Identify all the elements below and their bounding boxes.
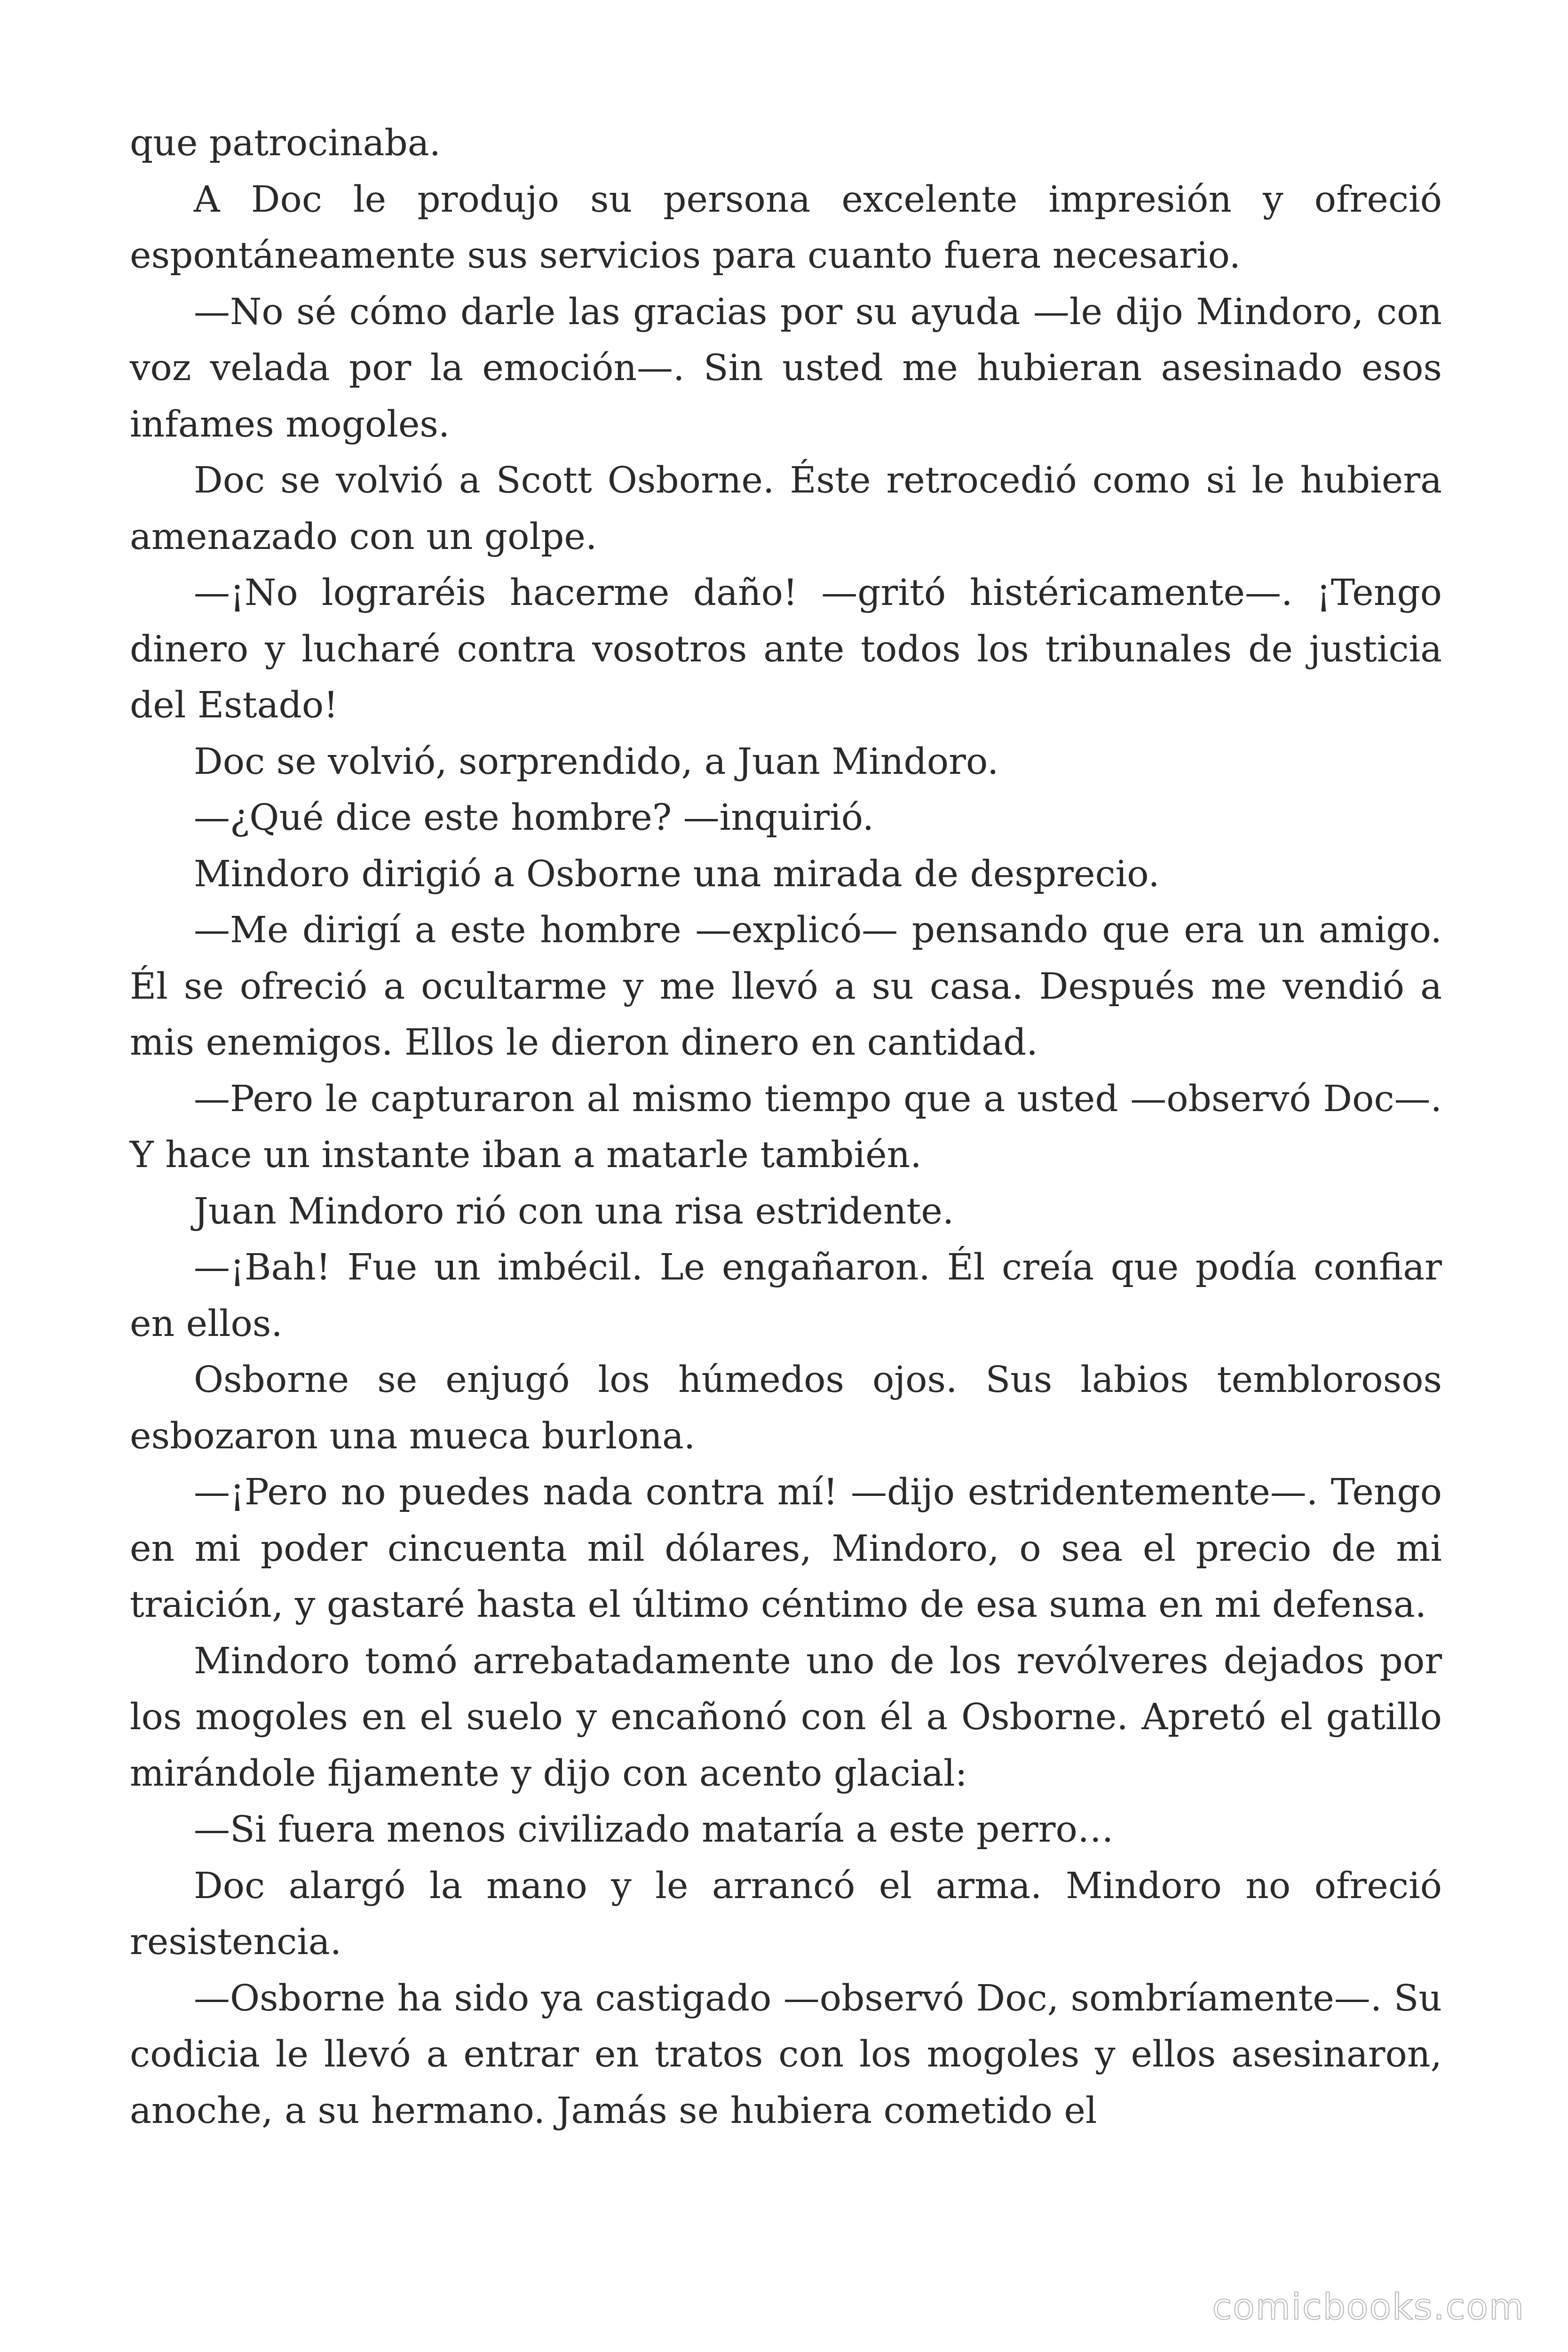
paragraph: —¡Bah! Fue un imbécil. Le engañaron. Él creía que podía confiar en ellos.: [130, 1247, 1442, 1345]
paragraph: —Me dirigí a este hombre —explicó— pensando que era un amigo. Él se ofreció a ocultarme y me llevó a su casa. Después me vendió a mis enemigos. Ellos le dieron dinero en cantidad.: [130, 909, 1442, 1064]
book-page-text: [130, 115, 1442, 2139]
paragraph: —¡No lograréis hacerme daño! —gritó histéricamente—. ¡Tengo dinero y lucharé contra vosotros ante todos los tribunales de justicia del Estado!: [130, 572, 1442, 726]
paragraph: —No sé cómo darle las gracias por su ayuda —le dijo Mindoro, con voz velada por la emoción—. Sin usted me hubieran asesinado esos infames mogoles.: [130, 291, 1442, 445]
paragraph: —Si fuera menos civilizado mataría a este perro…: [194, 1809, 1114, 1851]
paragraph: —¿Qué dice este hombre? —inquirió.: [194, 797, 874, 839]
paragraph: Osborne se enjugó los húmedos ojos. Sus labios temblorosos esbozaron una mueca burlona.: [130, 1359, 1442, 1457]
paragraph: —¡Pero no puedes nada contra mí! —dijo estridentemente—. Tengo en mi poder cincuenta mil dólares, Mindoro, o sea el precio de mi traición, y gastaré hasta el último céntimo de esa suma en mi defensa.: [130, 1471, 1442, 1626]
paragraph: Mindoro tomó arrebatadamente uno de los revólveres dejados por los mogoles en el suelo y encañonó con él a Osborne. Apretó el gatillo mirándole fijamente y dijo con acento glacial:: [130, 1640, 1442, 1795]
watermark-logo: comicbooks.com: [1212, 2286, 1525, 2328]
paragraph: —Pero le capturaron al mismo tiempo que a usted —observó Doc—. Y hace un instante iban a matarle también.: [130, 1078, 1442, 1176]
paragraph: Doc se volvió, sorprendido, a Juan Mindoro.: [194, 740, 999, 783]
paragraph: —Osborne ha sido ya castigado —observó Doc, sombríamente—. Su codicia le llevó a entrar en tratos con los mogoles y ellos asesinaron, anoche, a su hermano. Jamás se hubiera cometido el: [130, 1977, 1442, 2132]
paragraph: que patrocinaba.: [130, 122, 441, 164]
paragraph: Juan Mindoro rió con una risa estridente.: [194, 1190, 954, 1232]
paragraph: Doc se volvió a Scott Osborne. Éste retrocedió como si le hubiera amenazado con un golpe.: [130, 460, 1442, 558]
paragraph: A Doc le produjo su persona excelente impresión y ofreció espontáneamente sus servicios para cuanto fuera necesario.: [130, 178, 1442, 277]
paragraph: Mindoro dirigió a Osborne una mirada de desprecio.: [194, 853, 1160, 895]
paragraph: Doc alargó la mano y le arrancó el arma. Mindoro no ofreció resistencia.: [130, 1865, 1442, 1963]
